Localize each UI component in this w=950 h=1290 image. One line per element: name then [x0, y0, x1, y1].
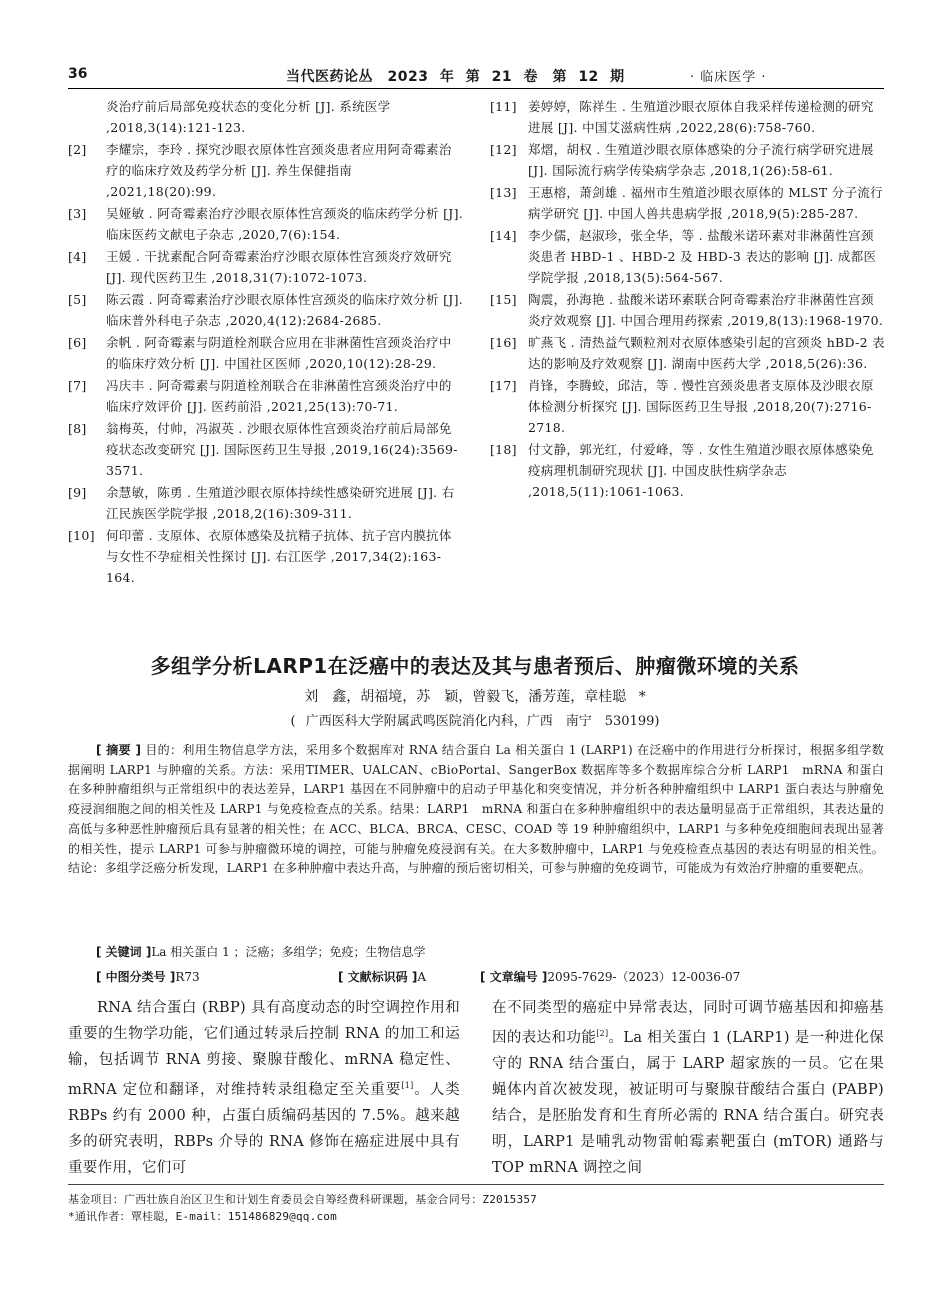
reference-number: [5] [68, 292, 87, 307]
author-list: 刘 鑫，胡福境，苏 颖，曾毅飞，潘芳莲，章桂聪 * [304, 689, 646, 705]
keywords-text: La 相关蛋白 1 ；泛癌；多组学；免疫；生物信息学 [151, 945, 426, 959]
reference-text: 陶震，孙海艳 . 盐酸米诺环素联合阿奇霉素治疗非淋菌性宫颈炎疗效观察 [J]. 中国合理用药探索 ,2019,8(13):1968-1970. [528, 292, 884, 328]
reference-number: [3] [68, 206, 87, 221]
reference-item [68, 246, 464, 288]
reference-text: 吴娅敏 . 阿奇霉素治疗沙眼衣原体性宫颈炎的临床药学分析 [J]. 临床医药文献电子杂志 ,2020,7(6):154. [106, 206, 464, 242]
fund-note: 基金项目：广西壮族自治区卫生和计划生育委员会自筹经费科研课题，基金合同号：Z2015357 [68, 1193, 537, 1206]
reference-text: 何印蕾 . 支原体、衣原体感染及抗精子抗体、抗子宫内膜抗体与女性不孕症相关性探讨 [J]. 右江医学 ,2017,34(2):163-164. [106, 528, 452, 585]
reference-number: [11] [490, 99, 517, 114]
reference-number: [17] [490, 378, 517, 393]
reference-number: [8] [68, 421, 87, 436]
reference-number: [2] [68, 142, 87, 157]
affiliation: ( 广西医科大学附属武鸣医院消化内科，广西 南宁 530199) [290, 714, 660, 729]
corresponding-author: *通讯作者：覃桂聪，E-mail：151486829@qq.com [68, 1210, 337, 1223]
class-label: [ 中图分类号 ] [96, 970, 176, 984]
reference-item [490, 439, 886, 502]
reference-text: 王媛 . 干扰素配合阿奇霉素治疗沙眼衣原体性宫颈炎疗效研究 [J]. 现代医药卫生 ,2018,31(7):1072-1073. [106, 249, 452, 285]
reference-number: [10] [68, 528, 95, 543]
article-title: 多组学分析LARP1在泛癌中的表达及其与患者预后、肿瘤微环境的关系 [150, 654, 800, 678]
reference-item [490, 332, 886, 374]
reference-item [490, 96, 886, 138]
reference-number: [7] [68, 378, 87, 393]
reference-item [68, 525, 464, 588]
page-number: 36 [68, 66, 88, 82]
reference-item [68, 289, 464, 331]
reference-text: 姜婷婷，陈祥生 . 生殖道沙眼衣原体自我采样传递检测的研究进展 [J]. 中国艾滋病性病 ,2022,28(6):758-760. [528, 99, 874, 135]
abstract [68, 741, 884, 879]
reference-text: 肖锋，李腾蛟，邱洁，等 . 慢性宫颈炎患者支原体及沙眼衣原体检测分析探究 [J]. 国际医药卫生导报 ,2018,20(7):2716-2718. [528, 378, 874, 435]
reference-item [68, 332, 464, 374]
reference-text: 王惠榕，萧剑雄 . 福州市生殖道沙眼衣原体的 MLST 分子流行病学研究 [J]. 中国人兽共患病学报 ,2018,9(5):285-287. [528, 185, 883, 221]
reference-text: 旷燕飞 . 清热益气颗粒剂对衣原体感染引起的宫颈炎 hBD-2 表达的影响及疗效观察 [J]. 湖南中医药大学 ,2018,5(26):36. [528, 335, 885, 371]
section-label: · 临床医学 · [690, 70, 767, 85]
reference-text: 李耀宗，李玲 . 探究沙眼衣原体性宫颈炎患者应用阿奇霉素治疗的临床疗效及药学分析 [J]. 养生保健指南 ,2021,18(20):99. [106, 142, 452, 199]
classification-number [96, 968, 200, 985]
reference-text: 余帆 . 阿奇霉素与阴道栓剂联合应用在非淋菌性宫颈炎治疗中的临床疗效分析 [J]. 中国社区医师 ,2020,10(12):28-29. [106, 335, 452, 371]
reference-item [490, 375, 886, 438]
doc-value: A [417, 970, 426, 984]
doc-label: [ 文献标识码 ] [338, 970, 418, 984]
abstract-label: [ 摘要 ] [96, 743, 142, 757]
reference-item [490, 225, 886, 288]
reference-number: [9] [68, 485, 87, 500]
reference-text: 余慧敏，陈勇 . 生殖道沙眼衣原体持续性感染研究进展 [J]. 右江民族医学院学报 ,2018,2(16):309-311. [106, 485, 455, 521]
reference-text: 陈云霞 . 阿奇霉素治疗沙眼衣原体性宫颈炎的临床疗效分析 [J]. 临床普外科电子杂志 ,2020,4(12):2684-2685. [106, 292, 464, 328]
id-label: [ 文章编号 ] [480, 970, 548, 984]
footnote [68, 1184, 884, 1225]
running-header [68, 64, 884, 89]
reference-item [68, 418, 464, 481]
document-code [338, 968, 426, 985]
article-number [480, 968, 740, 985]
reference-number: [16] [490, 335, 517, 350]
reference-number: [14] [490, 228, 517, 243]
reference-item [490, 182, 886, 224]
reference-number: [12] [490, 142, 517, 157]
keywords-label: [ 关键词 ] [96, 945, 152, 959]
body-left-text-2: 。人类 RBPs 约有 2000 种，占蛋白质编码基因的 7.5%。越来越多的研究表明，RBPs 介导的 RNA 修饰在癌症进展中具有重要作用，它们可 [68, 1081, 460, 1176]
reference-number: [4] [68, 249, 87, 264]
reference-item [68, 96, 464, 138]
references-left-column [68, 96, 464, 589]
body-right-text-1: 在不同类型的癌症中异常表达，同时可调节癌基因和抑癌基因的表达和功能 [492, 1000, 884, 1046]
keywords [96, 943, 886, 960]
reference-item [68, 482, 464, 524]
reference-item [68, 375, 464, 417]
class-value: R73 [175, 970, 200, 984]
body-left-column [68, 995, 460, 1181]
citation-1: [1] [401, 1081, 414, 1090]
reference-text: 翁梅英，付帅，冯淑英 . 沙眼衣原体性宫颈炎治疗前后局部免疫状态改变研究 [J]. 国际医药卫生导报 ,2019,16(24):3569-3571. [106, 421, 458, 478]
id-value: 2095-7629-（2023）12-0036-07 [547, 970, 741, 984]
reference-item [490, 289, 886, 331]
reference-item [68, 203, 464, 245]
reference-number: [13] [490, 185, 517, 200]
body-right-column [492, 995, 884, 1181]
reference-text: 李少儒，赵淑珍，张全华，等 . 盐酸米诺环素对非淋菌性宫颈炎患者 HBD-1 、HBD-2 及 HBD-3 表达的影响 [J]. 成都医学院学报 ,2018,13(5):564-567. [528, 228, 877, 285]
reference-number: [6] [68, 335, 87, 350]
references-right-column [490, 96, 886, 503]
body-left-text-1: RNA 结合蛋白 (RBP) 具有高度动态的时空调控作用和重要的生物学功能，它们通过转录后控制 RNA 的加工和运输，包括调节 RNA 剪接、聚腺苷酸化、mRNA 稳定性、mRNA 定位和翻译，对维持转录组稳定至关重要 [68, 1000, 460, 1098]
citation-2: [2] [596, 1029, 609, 1038]
reference-text: 冯庆丰 . 阿奇霉素与阴道栓剂联合在非淋菌性宫颈炎治疗中的临床疗效评价 [J]. 医药前沿 ,2021,25(13):70-71. [106, 378, 452, 414]
reference-text: 郑熠，胡权 . 生殖道沙眼衣原体感染的分子流行病学研究进展 [J]. 国际流行病学传染病学杂志 ,2018,1(26):58-61. [528, 142, 874, 178]
reference-number: [18] [490, 442, 517, 457]
reference-text: 付文静，郭光红，付爱峰，等 . 女性生殖道沙眼衣原体感染免疫病理机制研究现状 [J]. 中国皮肤性病学杂志 ,2018,5(11):1061-1063. [528, 442, 874, 499]
reference-text: 炎治疗前后局部免疫状态的变化分析 [J]. 系统医学 ,2018,3(14):121-123. [106, 99, 391, 135]
reference-item [490, 139, 886, 181]
journal-issue: 当代医药论丛 2023 年 第 21 卷 第 12 期 [286, 69, 625, 85]
reference-number: [15] [490, 292, 517, 307]
abstract-text: 目的：利用生物信息学方法，采用多个数据库对 RNA 结合蛋白 La 相关蛋白 1 (LARP1) 在泛癌中的作用进行分析探讨，根据多组学数据阐明 LARP1 与肿瘤的关系。方法：采用TIMER、UALCAN、cBioPortal、SangerBox 数据库等多个数据库综合分析 LARP1 mRNA 和蛋白在多种肿瘤组织与正常组织中的表达差异，LARP1 基因在不同肿瘤中的启动子甲基化和突变情况，并分析各种肿瘤组织中 LARP1 蛋白表达与肿瘤免疫浸润细胞之间的相关性及 LARP1 与免疫检查点的关系。结果：LARP1 mRNA 和蛋白在多种肿瘤组织中的表达量明显高于正常组织，其表达量的高低与多种恶性肿瘤预后具有显著的相关性；在 ACC、BLCA、BRCA、CESC、COAD 等 19 种肿瘤组织中，LARP1 与多种免疫细胞间表现出显著的相关性，提示 LARP1 可参与肿瘤微环境的调控，可能与肿瘤免疫浸润有关。在大多数肿瘤中，LARP1 与免疫检查点基因的表达有明显的相关性。结论：多组学泛癌分析发现，LARP1 在多种肿瘤中表达升高，与肿瘤的预后密切相关，可参与肿瘤的免疫调节，可能成为有效治疗肿瘤的重要靶点。 [68, 743, 884, 876]
reference-item [68, 139, 464, 202]
body-right-text-2: 。La 相关蛋白 1 (LARP1) 是一种进化保守的 RNA 结合蛋白，属于 LARP 超家族的一员。它在果蝇体内首次被发现，被证明可与聚腺苷酸结合蛋白 (PABP) 结合，是胚胎发育和生育所必需的 RNA 结合蛋白。研究表明，LARP1 是哺乳动物雷帕霉素靶蛋白 (mTOR) 通路与 TOP mRNA 调控之间 [492, 1029, 885, 1176]
